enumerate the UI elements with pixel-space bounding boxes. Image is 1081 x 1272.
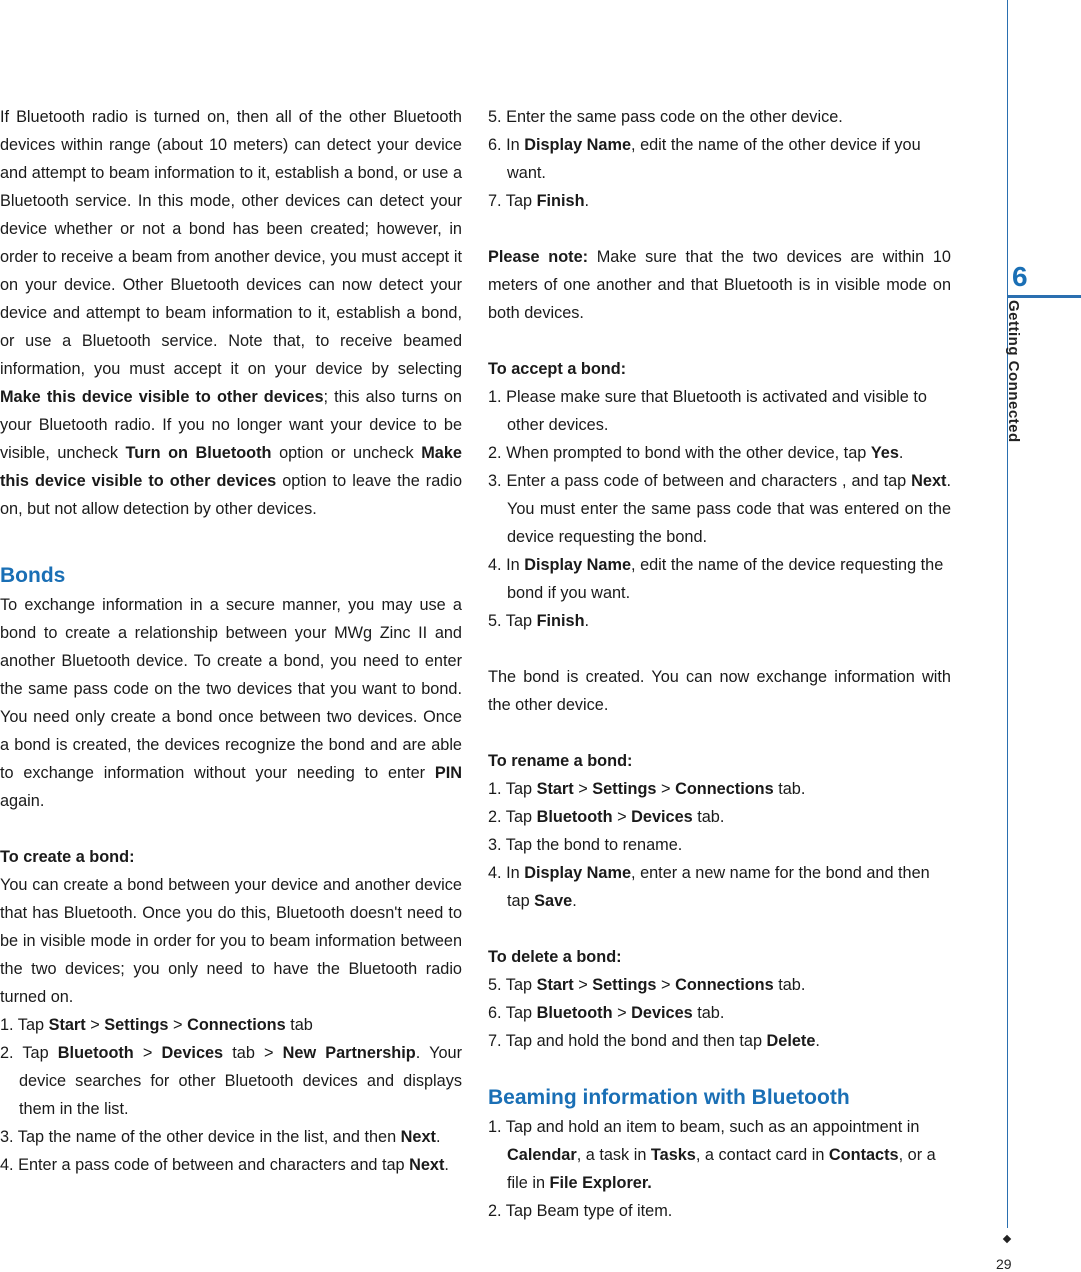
delete-step-6: 6. Tap Bluetooth > Devices tab. [488, 1004, 725, 1022]
accept-step-3: 3. Enter a pass code of between and characters , and tap Next. You must enter the same pass code that was entered on the device requesting the bond. [488, 472, 951, 546]
rename-bond-heading: To rename a bond: [488, 752, 633, 770]
rename-step-1: 1. Tap Start > Settings > Connections tab. [488, 780, 806, 798]
right-column [488, 103, 951, 1225]
create-step-2: 2. Tap Bluetooth > Devices tab > New Partnership. Your device searches for other Bluetooth devices and displays them in the list. [0, 1044, 462, 1118]
rename-step-3: 3. Tap the bond to rename. [488, 836, 683, 854]
create-step-7: 7. Tap Finish. [488, 192, 590, 210]
chapter-tab-bar [1007, 295, 1081, 298]
beam-step-2: 2. Tap Beam type of item. [488, 1202, 673, 1220]
beaming-heading: Beaming information with Bluetooth [488, 1086, 850, 1109]
rename-step-2: 2. Tap Bluetooth > Devices tab. [488, 808, 725, 826]
intro-paragraph: If Bluetooth radio is turned on, then all of the other Bluetooth devices within range (about 10 meters) can detect your device and attempt to beam information to it, establish a bond, or use a Bluetooth service. In this mode, other devices can detect your device whether or not a bond has been created; however, in order to receive a beam from another device, you must accept it on your device. Other Bluetooth devices can now detect your device and attempt to beam information to it, establish a bond, or use a Bluetooth service. Note that, to receive beamed information, you must accept it on your device by selecting Make this device visible to other devices; this also turns on your Bluetooth radio. If you no longer want your device to be visible, uncheck Turn on Bluetooth option or uncheck Make this device visible to other devices option to leave the radio on, but not allow detection by other devices. [0, 108, 462, 518]
delete-bond-heading: To delete a bond: [488, 948, 622, 966]
please-note: Please note: Make sure that the two devices are within 10 meters of one another and that Bluetooth is in visible mode on both devices. [488, 248, 951, 322]
page-number: 29 [996, 1256, 1012, 1272]
diamond-icon [1003, 1235, 1011, 1243]
create-step-3: 3. Tap the name of the other device in the list, and then Next. [0, 1128, 441, 1146]
accept-step-2: 2. When prompted to bond with the other device, tap Yes. [488, 444, 904, 462]
create-step-6: 6. In Display Name, edit the name of the other device if you want. [488, 136, 921, 182]
accept-step-4: 4. In Display Name, edit the name of the device requesting the bond if you want. [488, 556, 944, 602]
chapter-number: 6 [1012, 261, 1028, 292]
create-bond-paragraph: You can create a bond between your device and another device that has Bluetooth. Once you do this, Bluetooth doesn't need to be in visible mode in order for you to beam information between the two devices; you only need to have the Bluetooth radio turned on. [0, 876, 462, 1006]
left-column [0, 103, 462, 1179]
bonds-paragraph: To exchange information in a secure manner, you may use a bond to create a relationship between your MWg Zinc II and another Bluetooth device. To create a bond, you need to enter the same pass code on the two devices that you want to bond. You need only create a bond once between two devices. Once a bond is created, the devices recognize the bond and are able to exchange information without your needing to enter PIN again. [0, 596, 462, 810]
create-step-1: 1. Tap Start > Settings > Connections tab [0, 1016, 313, 1034]
bond-created-paragraph: The bond is created. You can now exchange information with the other device. [488, 668, 951, 714]
accept-step-5: 5. Tap Finish. [488, 612, 590, 630]
create-step-4: 4. Enter a pass code of between and characters and tap Next. [0, 1156, 449, 1174]
bonds-heading: Bonds [0, 564, 66, 587]
accept-bond-heading: To accept a bond: [488, 360, 627, 378]
rename-step-4: 4. In Display Name, enter a new name for the bond and then tap Save. [488, 864, 930, 910]
delete-step-7: 7. Tap and hold the bond and then tap Delete. [488, 1032, 820, 1050]
chapter-title: Getting Connected [1005, 300, 1022, 443]
delete-step-5: 5. Tap Start > Settings > Connections tab. [488, 976, 806, 994]
create-step-5: 5. Enter the same pass code on the other device. [488, 108, 843, 126]
accept-step-1: 1. Please make sure that Bluetooth is activated and visible to other devices. [488, 388, 927, 434]
sidebar-rule [1007, 0, 1008, 1228]
beam-step-1: 1. Tap and hold an item to beam, such as an appointment in Calendar, a task in Tasks, a contact card in Contacts, or a file in File Explorer. [488, 1118, 936, 1192]
create-bond-heading: To create a bond: [0, 848, 135, 866]
